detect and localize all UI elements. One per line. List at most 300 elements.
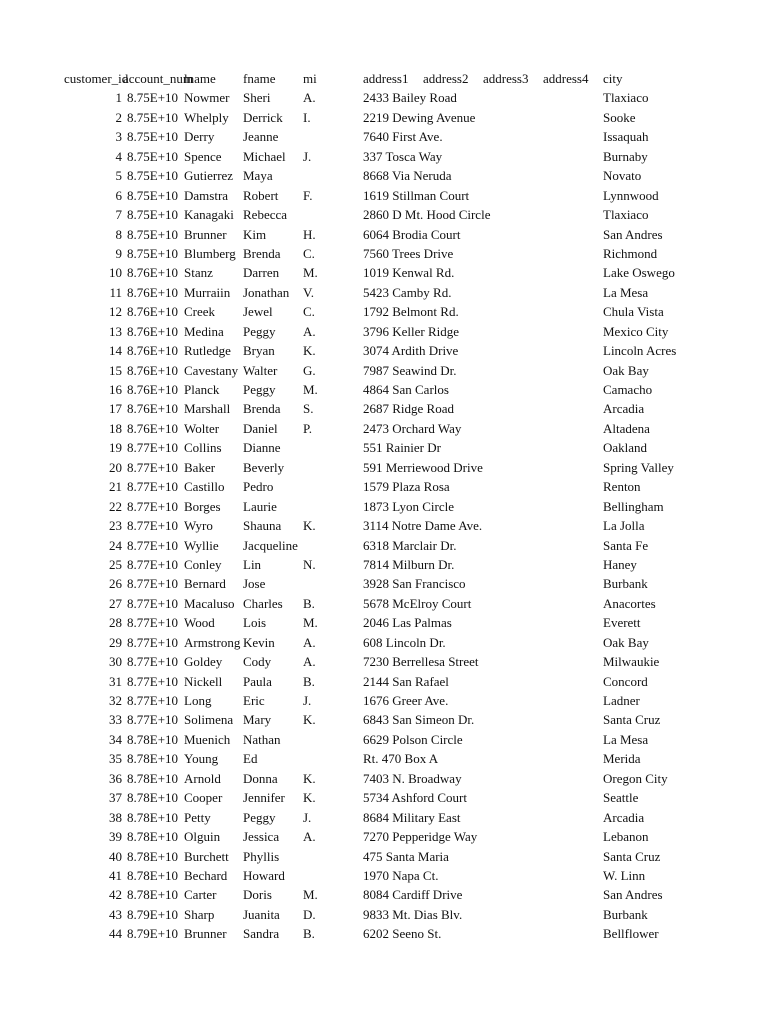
cell-customer-id[interactable]: 43 — [109, 906, 122, 922]
cell-customer-id[interactable]: 3 — [115, 129, 122, 145]
cell-city[interactable]: Lebanon — [603, 829, 649, 845]
cell-mi[interactable]: M. — [303, 382, 318, 397]
cell-customer-id[interactable]: 36 — [109, 770, 122, 786]
cell-customer-id[interactable]: 2 — [115, 109, 122, 125]
cell-fname[interactable]: Kevin — [243, 634, 275, 650]
cell-address1[interactable]: 2473 Orchard Way — [363, 420, 462, 436]
cell-address1[interactable]: 3928 San Francisco — [363, 576, 466, 592]
cell-account-num[interactable]: 8.77E+10 — [127, 479, 179, 495]
cell-customer-id[interactable]: 12 — [109, 304, 122, 320]
cell-account-num[interactable]: 8.75E+10 — [127, 109, 179, 125]
cell-account-num[interactable]: 8.79E+10 — [127, 906, 179, 922]
cell-account-num[interactable]: 8.78E+10 — [127, 848, 179, 864]
cell-lname[interactable]: Wolter — [184, 420, 220, 436]
header-address2[interactable]: address2 — [423, 71, 469, 86]
cell-fname[interactable]: Nathan — [243, 731, 281, 747]
cell-account-num[interactable]: 8.76E+10 — [127, 382, 179, 397]
cell-customer-id[interactable]: 11 — [109, 284, 122, 300]
cell-customer-id[interactable]: 28 — [109, 615, 122, 631]
cell-fname[interactable]: Jennifer — [243, 790, 285, 806]
cell-lname[interactable]: Goldey — [184, 654, 223, 670]
cell-account-num[interactable]: 8.77E+10 — [127, 595, 179, 611]
cell-address1[interactable]: 5678 McElroy Court — [363, 595, 472, 611]
cell-mi[interactable]: M. — [303, 265, 318, 281]
cell-account-num[interactable]: 8.75E+10 — [127, 187, 179, 203]
cell-customer-id[interactable]: 9 — [115, 245, 122, 261]
cell-lname[interactable]: Damstra — [184, 187, 229, 203]
cell-mi[interactable]: J. — [303, 148, 312, 164]
cell-city[interactable]: Haney — [603, 556, 637, 572]
cell-customer-id[interactable]: 16 — [109, 382, 122, 397]
cell-account-num[interactable]: 8.78E+10 — [127, 731, 179, 747]
cell-fname[interactable]: Sandra — [243, 926, 280, 942]
cell-lname[interactable]: Burchett — [184, 848, 229, 864]
cell-city[interactable]: Lincoln Acres — [603, 343, 677, 359]
cell-customer-id[interactable]: 44 — [109, 926, 122, 942]
cell-address1[interactable]: 6843 San Simeon Dr. — [363, 712, 475, 728]
cell-address1[interactable]: 551 Rainier Dr — [363, 440, 441, 456]
cell-city[interactable]: Lynnwood — [603, 187, 659, 203]
cell-customer-id[interactable]: 25 — [109, 556, 122, 572]
cell-address1[interactable]: 3074 Ardith Drive — [363, 343, 459, 359]
cell-address1[interactable]: 1970 Napa Ct. — [363, 867, 439, 883]
cell-fname[interactable]: Brenda — [243, 245, 281, 261]
cell-lname[interactable]: Whelply — [184, 109, 229, 125]
cell-lname[interactable]: Rutledge — [184, 343, 231, 359]
cell-fname[interactable]: Peggy — [243, 809, 276, 825]
cell-city[interactable]: Novato — [603, 168, 642, 184]
cell-lname[interactable]: Brunner — [184, 926, 227, 942]
cell-mi[interactable]: A. — [303, 829, 316, 845]
cell-account-num[interactable]: 8.77E+10 — [127, 576, 179, 592]
cell-fname[interactable]: Howard — [243, 867, 285, 883]
cell-city[interactable]: Mexico City — [603, 323, 669, 339]
cell-account-num[interactable]: 8.77E+10 — [127, 498, 179, 514]
cell-mi[interactable]: I. — [303, 109, 311, 125]
cell-lname[interactable]: Young — [184, 751, 219, 767]
cell-address1[interactable]: 9833 Mt. Dias Blv. — [363, 906, 463, 922]
cell-city[interactable]: La Mesa — [603, 731, 649, 747]
cell-customer-id[interactable]: 8 — [115, 226, 122, 242]
cell-address1[interactable]: 2144 San Rafael — [363, 673, 449, 689]
cell-fname[interactable]: Pedro — [243, 479, 274, 495]
cell-lname[interactable]: Nickell — [184, 673, 223, 689]
cell-fname[interactable]: Rebecca — [243, 207, 288, 223]
cell-fname[interactable]: Shauna — [243, 518, 282, 534]
cell-fname[interactable]: Doris — [243, 887, 272, 903]
cell-lname[interactable]: Marshall — [184, 401, 231, 417]
cell-fname[interactable]: Jonathan — [243, 284, 290, 300]
cell-city[interactable]: Lake Oswego — [603, 265, 675, 281]
cell-mi[interactable]: C. — [303, 245, 315, 261]
cell-fname[interactable]: Bryan — [243, 343, 275, 359]
cell-city[interactable]: Burnaby — [603, 148, 648, 164]
cell-lname[interactable]: Planck — [184, 382, 220, 397]
cell-mi[interactable]: B. — [303, 926, 315, 942]
cell-account-num[interactable]: 8.77E+10 — [127, 634, 179, 650]
cell-lname[interactable]: Borges — [184, 498, 221, 514]
cell-customer-id[interactable]: 5 — [115, 168, 122, 184]
cell-address1[interactable]: 1019 Kenwal Rd. — [363, 265, 455, 281]
cell-fname[interactable]: Laurie — [243, 498, 277, 514]
cell-account-num[interactable]: 8.76E+10 — [127, 323, 179, 339]
cell-fname[interactable]: Maya — [243, 168, 273, 184]
cell-customer-id[interactable]: 31 — [109, 673, 122, 689]
cell-city[interactable]: Camacho — [603, 382, 653, 397]
cell-lname[interactable]: Cavestany — [184, 362, 239, 378]
cell-customer-id[interactable]: 39 — [109, 829, 122, 845]
cell-account-num[interactable]: 8.78E+10 — [127, 770, 179, 786]
cell-lname[interactable]: Carter — [184, 887, 217, 903]
cell-account-num[interactable]: 8.77E+10 — [127, 556, 179, 572]
cell-lname[interactable]: Baker — [184, 459, 216, 475]
cell-address1[interactable]: 475 Santa Maria — [363, 848, 449, 864]
cell-fname[interactable]: Kim — [243, 226, 267, 242]
cell-account-num[interactable]: 8.76E+10 — [127, 362, 179, 378]
cell-customer-id[interactable]: 29 — [109, 634, 122, 650]
cell-account-num[interactable]: 8.77E+10 — [127, 712, 179, 728]
header-lname[interactable]: lname — [184, 71, 216, 86]
cell-city[interactable]: Tlaxiaco — [603, 90, 649, 106]
cell-customer-id[interactable]: 23 — [109, 518, 122, 534]
cell-fname[interactable]: Juanita — [243, 906, 280, 922]
header-address4[interactable]: address4 — [543, 71, 589, 86]
cell-lname[interactable]: Olguin — [184, 829, 221, 845]
cell-fname[interactable]: Michael — [243, 148, 286, 164]
cell-city[interactable]: Santa Cruz — [603, 848, 661, 864]
cell-customer-id[interactable]: 21 — [109, 479, 122, 495]
cell-city[interactable]: Bellingham — [603, 498, 664, 514]
cell-city[interactable]: Ladner — [603, 693, 640, 708]
cell-city[interactable]: Arcadia — [603, 809, 645, 825]
cell-fname[interactable]: Paula — [243, 673, 272, 689]
cell-address1[interactable]: 1792 Belmont Rd. — [363, 304, 459, 320]
cell-fname[interactable]: Mary — [243, 712, 272, 728]
cell-account-num[interactable]: 8.75E+10 — [127, 226, 179, 242]
cell-address1[interactable]: 3796 Keller Ridge — [363, 323, 460, 339]
cell-address1[interactable]: 2433 Bailey Road — [363, 90, 457, 106]
cell-account-num[interactable]: 8.77E+10 — [127, 673, 179, 689]
cell-customer-id[interactable]: 37 — [109, 790, 122, 806]
cell-address1[interactable]: 7270 Pepperidge Way — [363, 829, 478, 845]
cell-address1[interactable]: 8084 Cardiff Drive — [363, 887, 463, 903]
cell-account-num[interactable]: 8.76E+10 — [127, 420, 179, 436]
cell-account-num[interactable]: 8.77E+10 — [127, 537, 179, 553]
cell-mi[interactable]: J. — [303, 809, 312, 825]
cell-account-num[interactable]: 8.78E+10 — [127, 751, 179, 767]
cell-customer-id[interactable]: 30 — [109, 654, 122, 670]
cell-city[interactable]: Anacortes — [603, 595, 656, 611]
cell-city[interactable]: Spring Valley — [603, 459, 674, 475]
cell-mi[interactable]: S. — [303, 401, 314, 417]
cell-lname[interactable]: Kanagaki — [184, 207, 234, 223]
cell-customer-id[interactable]: 27 — [109, 595, 122, 611]
cell-city[interactable]: Burbank — [603, 906, 648, 922]
cell-customer-id[interactable]: 35 — [109, 751, 122, 767]
cell-account-num[interactable]: 8.77E+10 — [127, 615, 179, 631]
cell-city[interactable]: La Jolla — [603, 518, 645, 534]
cell-address1[interactable]: 5734 Ashford Court — [363, 790, 467, 806]
cell-account-num[interactable]: 8.78E+10 — [127, 790, 179, 806]
cell-account-num[interactable]: 8.75E+10 — [127, 168, 179, 184]
cell-address1[interactable]: 6318 Marclair Dr. — [363, 537, 457, 553]
cell-lname[interactable]: Bechard — [184, 867, 228, 883]
cell-customer-id[interactable]: 22 — [109, 498, 122, 514]
cell-account-num[interactable]: 8.77E+10 — [127, 459, 179, 475]
cell-address1[interactable]: 6202 Seeno St. — [363, 926, 442, 942]
cell-customer-id[interactable]: 10 — [109, 265, 122, 281]
cell-mi[interactable]: A. — [303, 634, 316, 650]
cell-city[interactable]: W. Linn — [603, 867, 646, 883]
cell-account-num[interactable]: 8.76E+10 — [127, 265, 179, 281]
cell-city[interactable]: Burbank — [603, 576, 648, 592]
cell-lname[interactable]: Castillo — [184, 479, 225, 495]
cell-address1[interactable]: 1676 Greer Ave. — [363, 693, 449, 708]
cell-mi[interactable]: K. — [303, 770, 316, 786]
cell-account-num[interactable]: 8.75E+10 — [127, 148, 179, 164]
cell-lname[interactable]: Spence — [184, 148, 222, 164]
cell-customer-id[interactable]: 19 — [109, 440, 122, 456]
cell-customer-id[interactable]: 24 — [109, 537, 122, 553]
cell-city[interactable]: Richmond — [603, 245, 658, 261]
cell-fname[interactable]: Daniel — [243, 420, 278, 436]
cell-fname[interactable]: Brenda — [243, 401, 281, 417]
cell-city[interactable]: Seattle — [603, 790, 639, 806]
cell-lname[interactable]: Nowmer — [184, 90, 230, 106]
cell-mi[interactable]: J. — [303, 693, 312, 708]
cell-customer-id[interactable]: 32 — [109, 693, 122, 708]
header-address3[interactable]: address3 — [483, 71, 529, 86]
cell-address1[interactable]: 8684 Military East — [363, 809, 461, 825]
cell-fname[interactable]: Jacqueline — [243, 537, 298, 553]
cell-lname[interactable]: Bernard — [184, 576, 226, 592]
cell-lname[interactable]: Blumberg — [184, 245, 236, 261]
cell-fname[interactable]: Phyllis — [243, 848, 280, 864]
cell-customer-id[interactable]: 20 — [109, 459, 122, 475]
cell-account-num[interactable]: 8.76E+10 — [127, 401, 179, 417]
cell-city[interactable]: Everett — [603, 615, 641, 631]
cell-account-num[interactable]: 8.78E+10 — [127, 887, 179, 903]
cell-city[interactable]: Merida — [603, 751, 641, 767]
cell-mi[interactable]: G. — [303, 362, 316, 378]
cell-lname[interactable]: Sharp — [184, 906, 215, 922]
cell-lname[interactable]: Gutierrez — [184, 168, 234, 184]
cell-fname[interactable]: Donna — [243, 770, 278, 786]
cell-fname[interactable]: Jose — [243, 576, 266, 592]
cell-fname[interactable]: Lois — [243, 615, 267, 631]
cell-account-num[interactable]: 8.75E+10 — [127, 129, 179, 145]
cell-customer-id[interactable]: 6 — [115, 187, 122, 203]
cell-customer-id[interactable]: 41 — [109, 867, 122, 883]
cell-lname[interactable]: Creek — [184, 304, 216, 320]
cell-address1[interactable]: 2687 Ridge Road — [363, 401, 454, 417]
header-mi[interactable]: mi — [303, 71, 317, 86]
cell-mi[interactable]: D. — [303, 906, 316, 922]
cell-city[interactable]: Chula Vista — [603, 304, 664, 320]
cell-city[interactable]: Arcadia — [603, 401, 645, 417]
cell-lname[interactable]: Armstrong — [184, 634, 241, 650]
cell-city[interactable]: Santa Fe — [603, 537, 649, 553]
cell-customer-id[interactable]: 34 — [109, 731, 122, 747]
cell-address1[interactable]: 8668 Via Neruda — [363, 168, 452, 184]
cell-lname[interactable]: Wyro — [184, 518, 213, 534]
cell-customer-id[interactable]: 7 — [115, 207, 122, 223]
cell-customer-id[interactable]: 13 — [109, 323, 122, 339]
cell-city[interactable]: Oak Bay — [603, 634, 649, 650]
cell-address1[interactable]: 2046 Las Palmas — [363, 615, 452, 631]
cell-lname[interactable]: Long — [184, 693, 212, 708]
cell-fname[interactable]: Peggy — [243, 323, 276, 339]
cell-fname[interactable]: Jeanne — [243, 129, 279, 145]
cell-fname[interactable]: Charles — [243, 595, 283, 611]
cell-city[interactable]: La Mesa — [603, 284, 649, 300]
cell-mi[interactable]: N. — [303, 556, 316, 572]
cell-address1[interactable]: 1579 Plaza Rosa — [363, 479, 450, 495]
cell-mi[interactable]: P. — [303, 420, 313, 436]
cell-lname[interactable]: Medina — [184, 323, 224, 339]
cell-customer-id[interactable]: 40 — [109, 848, 122, 864]
cell-lname[interactable]: Macaluso — [184, 595, 235, 611]
cell-customer-id[interactable]: 1 — [115, 90, 122, 106]
cell-account-num[interactable]: 8.77E+10 — [127, 518, 179, 534]
cell-fname[interactable]: Dianne — [243, 440, 281, 456]
cell-address1[interactable]: 7403 N. Broadway — [363, 770, 462, 786]
cell-fname[interactable]: Darren — [243, 265, 280, 281]
cell-address1[interactable]: 6064 Brodia Court — [363, 226, 461, 242]
cell-lname[interactable]: Solimena — [184, 712, 234, 728]
cell-account-num[interactable]: 8.77E+10 — [127, 693, 179, 708]
cell-customer-id[interactable]: 33 — [109, 712, 122, 728]
cell-customer-id[interactable]: 14 — [109, 343, 122, 359]
cell-account-num[interactable]: 8.76E+10 — [127, 284, 179, 300]
cell-address1[interactable]: 5423 Camby Rd. — [363, 284, 452, 300]
cell-lname[interactable]: Brunner — [184, 226, 227, 242]
cell-address1[interactable]: 6629 Polson Circle — [363, 731, 463, 747]
cell-city[interactable]: Oakland — [603, 440, 648, 456]
cell-city[interactable]: Santa Cruz — [603, 712, 661, 728]
cell-lname[interactable]: Murraiin — [184, 284, 231, 300]
cell-address1[interactable]: 337 Tosca Way — [363, 148, 443, 164]
cell-fname[interactable]: Walter — [243, 362, 278, 378]
cell-customer-id[interactable]: 17 — [109, 401, 122, 417]
cell-customer-id[interactable]: 38 — [109, 809, 122, 825]
cell-address1[interactable]: 2860 D Mt. Hood Circle — [363, 207, 491, 223]
cell-address1[interactable]: 591 Merriewood Drive — [363, 459, 483, 475]
cell-city[interactable]: Renton — [603, 479, 641, 495]
cell-city[interactable]: Bellflower — [603, 926, 659, 942]
cell-account-num[interactable]: 8.76E+10 — [127, 343, 179, 359]
cell-customer-id[interactable]: 42 — [109, 887, 122, 903]
cell-mi[interactable]: K. — [303, 712, 316, 728]
header-account-num[interactable]: account_num — [123, 71, 194, 86]
cell-mi[interactable]: A. — [303, 90, 316, 106]
cell-customer-id[interactable]: 4 — [115, 148, 122, 164]
cell-fname[interactable]: Ed — [243, 751, 258, 767]
cell-fname[interactable]: Lin — [243, 556, 262, 572]
cell-account-num[interactable]: 8.78E+10 — [127, 809, 179, 825]
cell-address1[interactable]: 7814 Milburn Dr. — [363, 556, 455, 572]
cell-lname[interactable]: Collins — [184, 440, 222, 456]
cell-account-num[interactable]: 8.75E+10 — [127, 245, 179, 261]
cell-account-num[interactable]: 8.76E+10 — [127, 304, 179, 320]
cell-account-num[interactable]: 8.75E+10 — [127, 90, 179, 106]
cell-city[interactable]: Concord — [603, 673, 648, 689]
cell-lname[interactable]: Conley — [184, 556, 222, 572]
cell-mi[interactable]: K. — [303, 343, 316, 359]
cell-mi[interactable]: C. — [303, 304, 315, 320]
cell-fname[interactable]: Eric — [243, 693, 265, 708]
cell-address1[interactable]: 7987 Seawind Dr. — [363, 362, 457, 378]
cell-city[interactable]: Milwaukie — [603, 654, 660, 670]
header-customer-id[interactable]: customer_id — [64, 71, 129, 86]
cell-city[interactable]: Issaquah — [603, 129, 649, 145]
cell-address1[interactable]: 7560 Trees Drive — [363, 245, 454, 261]
cell-city[interactable]: Tlaxiaco — [603, 207, 649, 223]
cell-address1[interactable]: 608 Lincoln Dr. — [363, 634, 446, 650]
cell-address1[interactable]: 7230 Berrellesa Street — [363, 654, 479, 670]
cell-account-num[interactable]: 8.79E+10 — [127, 926, 179, 942]
cell-address1[interactable]: Rt. 470 Box A — [363, 751, 439, 767]
header-fname[interactable]: fname — [243, 71, 276, 86]
header-city[interactable]: city — [603, 71, 623, 86]
cell-mi[interactable]: M. — [303, 615, 318, 631]
cell-mi[interactable]: K. — [303, 790, 316, 806]
cell-lname[interactable]: Wyllie — [184, 537, 219, 553]
cell-lname[interactable]: Derry — [184, 129, 215, 145]
cell-account-num[interactable]: 8.78E+10 — [127, 829, 179, 845]
cell-account-num[interactable]: 8.78E+10 — [127, 867, 179, 883]
cell-city[interactable]: Altadena — [603, 420, 650, 436]
cell-account-num[interactable]: 8.77E+10 — [127, 654, 179, 670]
header-address1[interactable]: address1 — [363, 71, 409, 86]
cell-mi[interactable]: F. — [303, 187, 313, 203]
cell-mi[interactable]: B. — [303, 595, 315, 611]
cell-address1[interactable]: 3114 Notre Dame Ave. — [363, 518, 483, 534]
cell-mi[interactable]: B. — [303, 673, 315, 689]
cell-address1[interactable]: 1873 Lyon Circle — [363, 498, 454, 514]
cell-address1[interactable]: 1619 Stillman Court — [363, 187, 470, 203]
cell-customer-id[interactable]: 15 — [109, 362, 122, 378]
cell-lname[interactable]: Wood — [184, 615, 215, 631]
cell-fname[interactable]: Jewel — [243, 304, 273, 320]
cell-lname[interactable]: Arnold — [184, 770, 221, 786]
cell-city[interactable]: Oak Bay — [603, 362, 649, 378]
cell-fname[interactable]: Cody — [243, 654, 272, 670]
cell-address1[interactable]: 4864 San Carlos — [363, 382, 449, 397]
cell-mi[interactable]: K. — [303, 518, 316, 534]
cell-city[interactable]: Oregon City — [603, 770, 668, 786]
cell-customer-id[interactable]: 26 — [109, 576, 122, 592]
cell-fname[interactable]: Jessica — [243, 829, 280, 845]
cell-mi[interactable]: H. — [303, 226, 316, 242]
cell-address1[interactable]: 7640 First Ave. — [363, 129, 443, 145]
cell-account-num[interactable]: 8.75E+10 — [127, 207, 179, 223]
cell-lname[interactable]: Cooper — [184, 790, 223, 806]
cell-lname[interactable]: Petty — [184, 809, 211, 825]
cell-fname[interactable]: Beverly — [243, 459, 285, 475]
cell-mi[interactable]: A. — [303, 323, 316, 339]
cell-account-num[interactable]: 8.77E+10 — [127, 440, 179, 456]
cell-mi[interactable]: A. — [303, 654, 316, 670]
cell-mi[interactable]: V. — [303, 284, 314, 300]
cell-customer-id[interactable]: 18 — [109, 420, 122, 436]
cell-fname[interactable]: Robert — [243, 187, 279, 203]
cell-city[interactable]: San Andres — [603, 226, 663, 242]
cell-fname[interactable]: Sheri — [243, 90, 271, 106]
cell-fname[interactable]: Derrick — [243, 109, 283, 125]
cell-fname[interactable]: Peggy — [243, 382, 276, 397]
cell-city[interactable]: San Andres — [603, 887, 663, 903]
